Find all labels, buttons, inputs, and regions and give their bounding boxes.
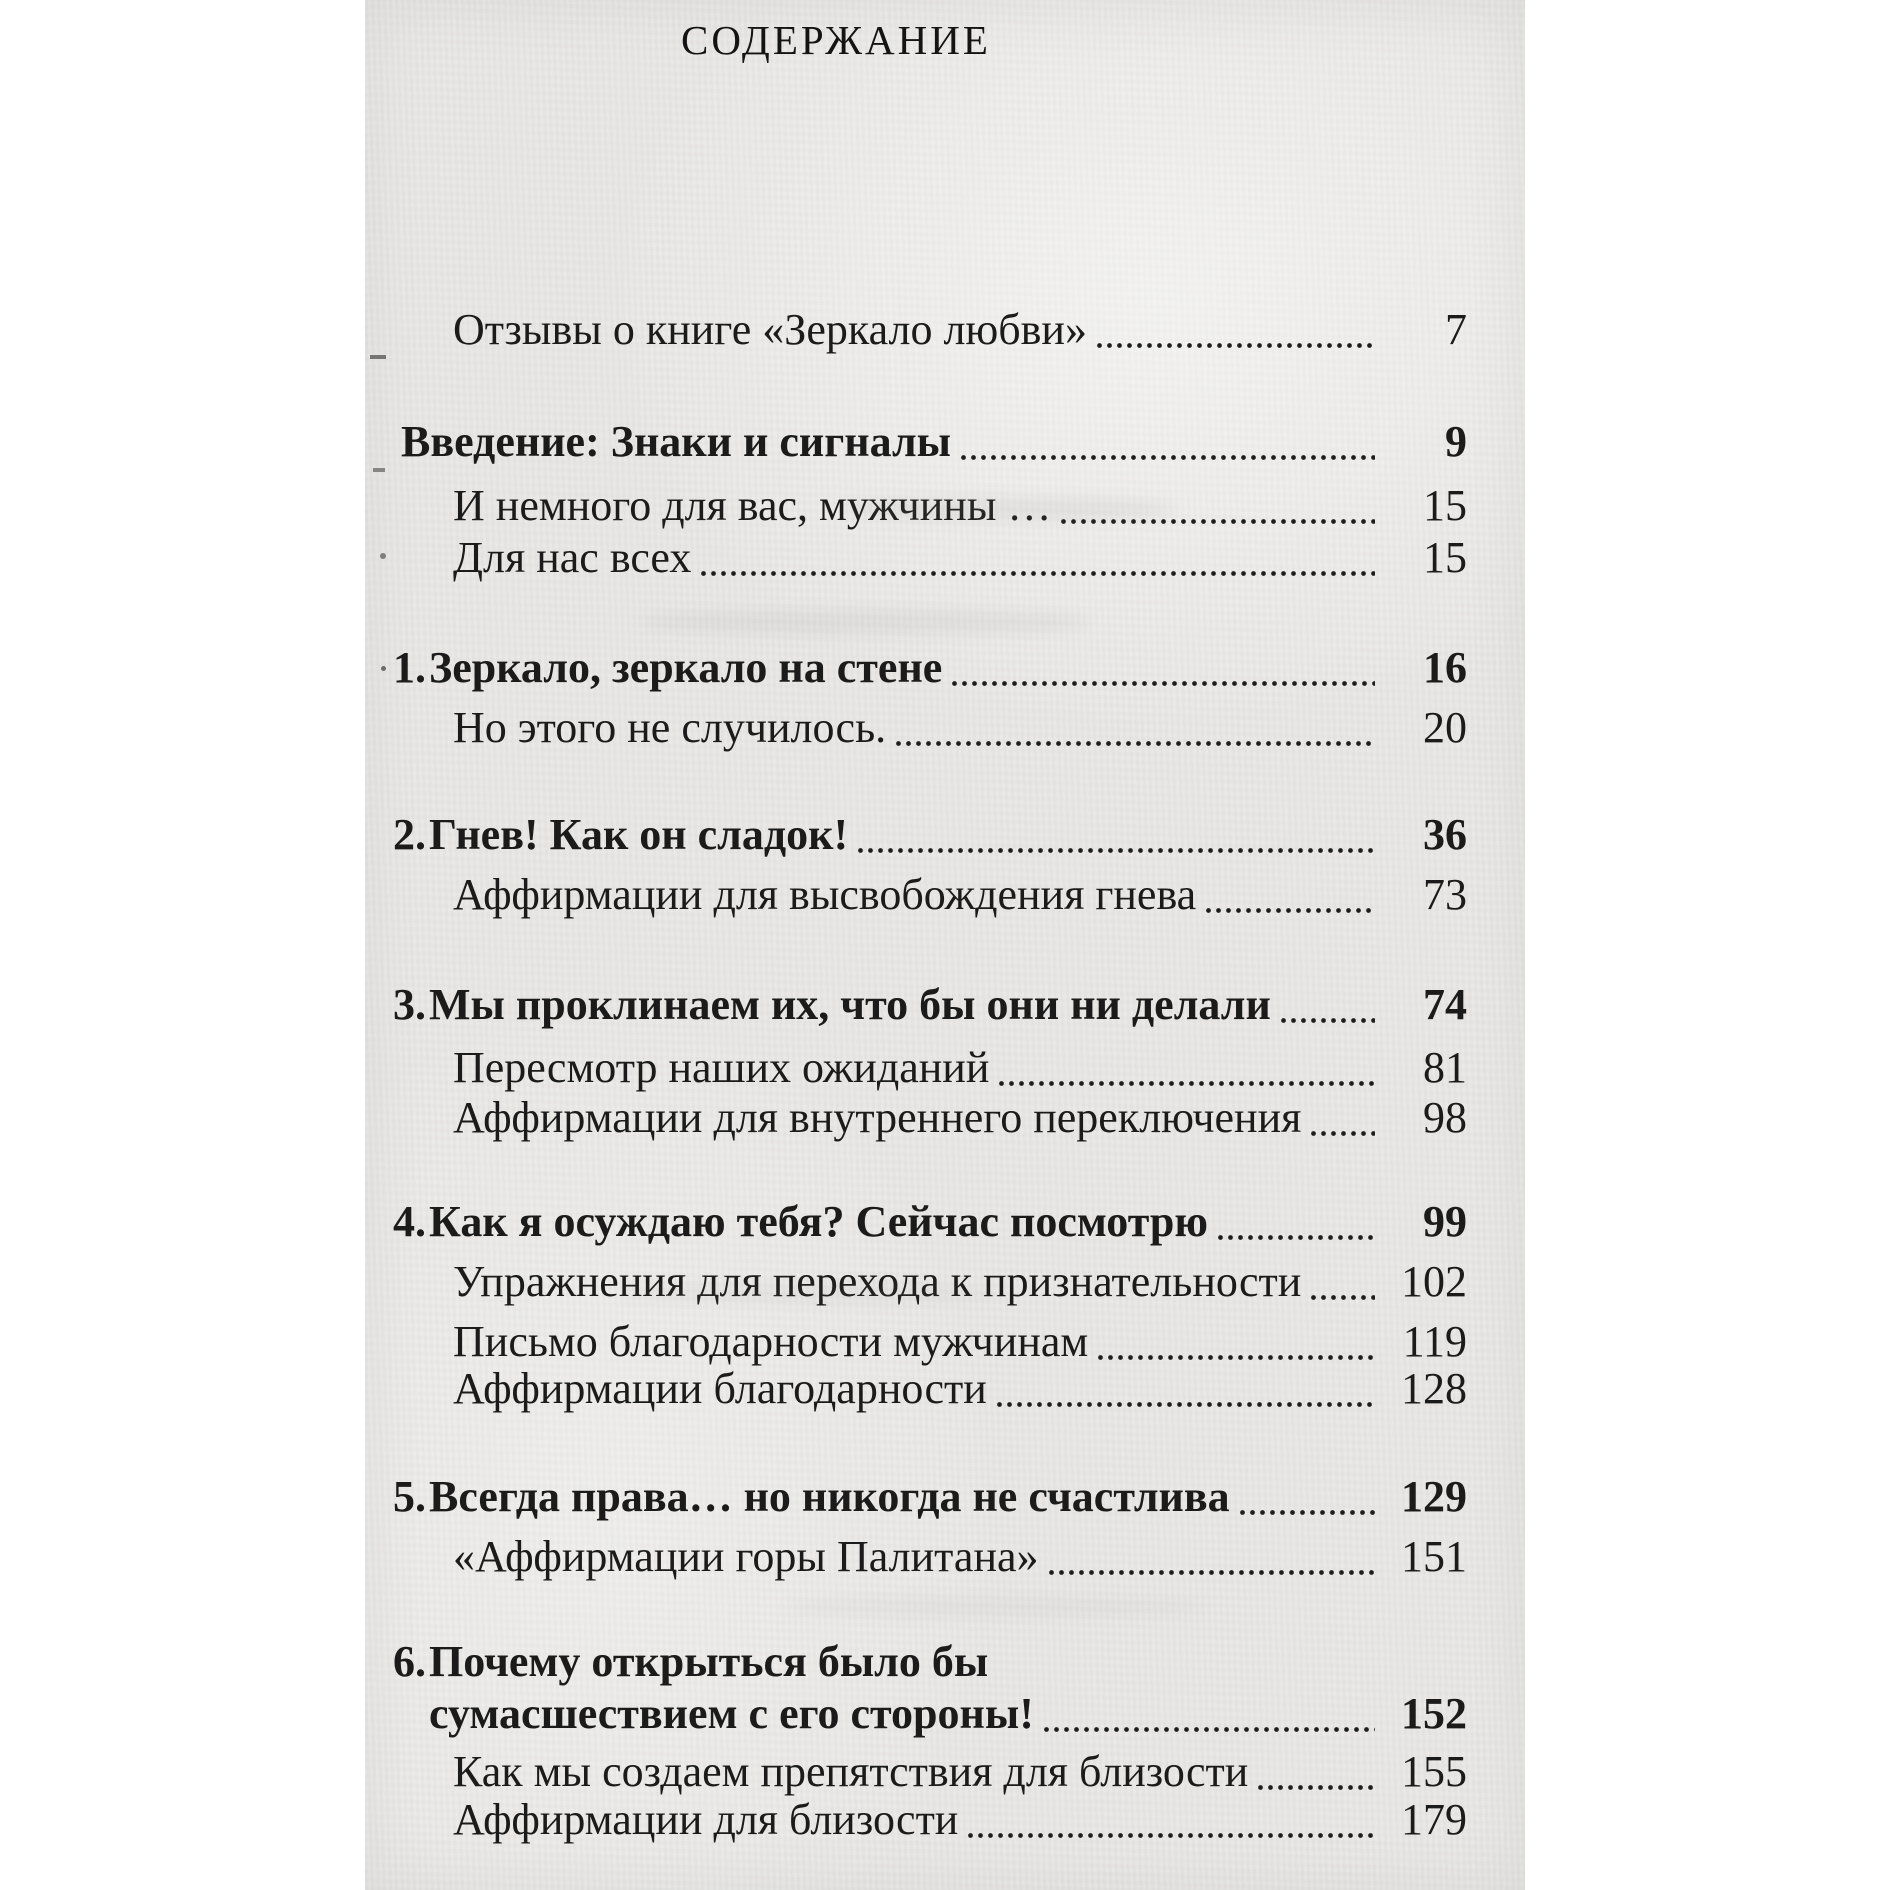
toc-leader-dots xyxy=(1097,343,1375,348)
toc-leader-dots xyxy=(701,571,1375,576)
toc-leader-dots xyxy=(997,1402,1375,1407)
scan-bleedthrough-artifact xyxy=(785,1597,1205,1617)
toc-leader-dots xyxy=(1311,1295,1375,1300)
scan-speck-artifact xyxy=(373,468,385,472)
toc-entry-number: 3. xyxy=(393,980,426,1029)
toc-entry-label: Для нас всех xyxy=(453,533,692,582)
toc-entry-label: Введение: Знаки и сигналы xyxy=(401,417,951,466)
scan-bleedthrough-artifact xyxy=(640,610,1090,634)
toc-entry-page: 20 xyxy=(1423,703,1467,752)
toc-leader-dots xyxy=(1258,1785,1375,1790)
toc-entry xyxy=(393,808,1467,862)
toc-entry xyxy=(453,1041,1467,1095)
toc-entry xyxy=(453,1530,1467,1584)
toc-entry-number: 4. xyxy=(393,1197,426,1246)
toc-entry-page: 155 xyxy=(1401,1747,1467,1796)
toc-entry-label: Отзывы о книге «Зеркало любви» xyxy=(453,305,1087,354)
toc-leader-dots xyxy=(1240,1510,1375,1515)
toc-entry-number: 2. xyxy=(393,810,426,859)
scan-speck-artifact xyxy=(381,666,386,671)
toc-leader-dots xyxy=(1061,519,1375,524)
toc-leader-dots xyxy=(858,848,1375,853)
toc-entry xyxy=(453,1745,1467,1799)
toc-entry-label: Мы проклинаем их, что бы они ни делали xyxy=(429,980,1271,1029)
toc-entry-page: 98 xyxy=(1423,1093,1467,1142)
toc-entry-label: Аффирмации благодарности xyxy=(453,1364,987,1413)
toc-entry-page: 179 xyxy=(1401,1795,1467,1844)
toc-leader-dots xyxy=(1311,1131,1375,1136)
toc-entry-page: 73 xyxy=(1423,870,1467,919)
toc-leader-dots xyxy=(896,741,1375,746)
toc-entry-label: Зеркало, зеркало на стене xyxy=(429,643,943,692)
toc-entry-number: 5. xyxy=(393,1472,426,1521)
toc-entry-label: И немного для вас, мужчины … xyxy=(453,481,1052,530)
toc-leader-dots xyxy=(968,1833,1375,1838)
book-page xyxy=(365,0,1525,1890)
toc-leader-dots xyxy=(1044,1727,1375,1732)
toc-entry-label: Почему открыться было бы xyxy=(429,1637,989,1686)
scan-speck-artifact xyxy=(380,553,386,559)
toc-entry-page: 15 xyxy=(1423,481,1467,530)
toc-leader-dots xyxy=(1218,1235,1375,1240)
toc-entry xyxy=(453,1315,1467,1369)
toc-entry-page: 9 xyxy=(1445,417,1467,466)
toc-entry xyxy=(453,1091,1467,1145)
toc-entry xyxy=(453,1255,1467,1309)
toc-leader-dots xyxy=(1049,1570,1375,1575)
toc-entry-page: 128 xyxy=(1401,1364,1467,1413)
toc-entry xyxy=(401,415,1467,469)
toc-entry-number: 1. xyxy=(393,643,426,692)
toc-leader-dots xyxy=(1206,908,1375,913)
toc-entry xyxy=(453,479,1467,533)
toc-entry xyxy=(429,1687,1467,1741)
toc-entry-label: Письмо благодарности мужчинам xyxy=(453,1317,1089,1366)
toc-entry-page: 7 xyxy=(1445,305,1467,354)
toc-entry-page: 119 xyxy=(1402,1317,1467,1366)
scan-speck-artifact xyxy=(370,355,386,359)
toc-entry-label: Всегда права… но никогда не счастлива xyxy=(429,1472,1230,1521)
toc-entry-page: 152 xyxy=(1401,1689,1467,1738)
toc-leader-dots xyxy=(1281,1018,1375,1023)
toc-entry xyxy=(453,531,1467,585)
toc-entry-label: Упражнения для перехода к признательности xyxy=(453,1257,1302,1306)
toc-entry-label: Аффирмации для внутреннего переключения xyxy=(453,1093,1302,1142)
toc-leader-dots xyxy=(999,1081,1375,1086)
toc-entry-page: 129 xyxy=(1401,1472,1467,1521)
toc-entry-label: Гнев! Как он сладок! xyxy=(429,810,849,859)
toc-leader-dots xyxy=(952,681,1375,686)
toc-entry-page: 74 xyxy=(1423,980,1467,1029)
toc-entry xyxy=(393,978,1467,1032)
toc-entry xyxy=(393,1635,1467,1689)
toc-entry-number: 6. xyxy=(393,1637,426,1686)
toc-entry-label: Как мы создаем препятствия для близости xyxy=(453,1747,1249,1796)
toc-entry-page: 16 xyxy=(1423,643,1467,692)
toc-entry-page: 151 xyxy=(1401,1532,1467,1581)
toc-entry-label: Аффирмации для высвобождения гнева xyxy=(453,870,1197,919)
toc-entry-label: Как я осуждаю тебя? Сейчас посмотрю xyxy=(429,1197,1208,1246)
page-title: СОДЕРЖАНИЕ xyxy=(681,17,991,63)
toc-entry-label: сумасшествием с его стороны! xyxy=(429,1689,1034,1738)
toc-entry xyxy=(453,701,1467,755)
toc-entry-page: 102 xyxy=(1401,1257,1467,1306)
toc-entry-label: Но этого не случилось. xyxy=(453,703,887,752)
toc-entry xyxy=(453,1793,1467,1847)
toc-entry-page: 81 xyxy=(1423,1043,1467,1092)
toc-leader-dots xyxy=(961,455,1375,460)
toc-entry xyxy=(393,1195,1467,1249)
toc-entry-page: 15 xyxy=(1423,533,1467,582)
toc-entry-label: Аффирмации для близости xyxy=(453,1795,959,1844)
toc-entry xyxy=(453,868,1467,922)
toc-entry-label: Пересмотр наших ожиданий xyxy=(453,1043,990,1092)
toc-entry-label: «Аффирмации горы Палитана» xyxy=(453,1532,1039,1581)
toc-entry xyxy=(453,1362,1467,1416)
toc-entry xyxy=(453,303,1467,357)
toc-leader-dots xyxy=(1098,1355,1375,1360)
toc-entry xyxy=(393,1470,1467,1524)
toc-entry xyxy=(393,641,1467,695)
toc-entry-page: 36 xyxy=(1423,810,1467,859)
toc-entry-page: 99 xyxy=(1423,1197,1467,1246)
